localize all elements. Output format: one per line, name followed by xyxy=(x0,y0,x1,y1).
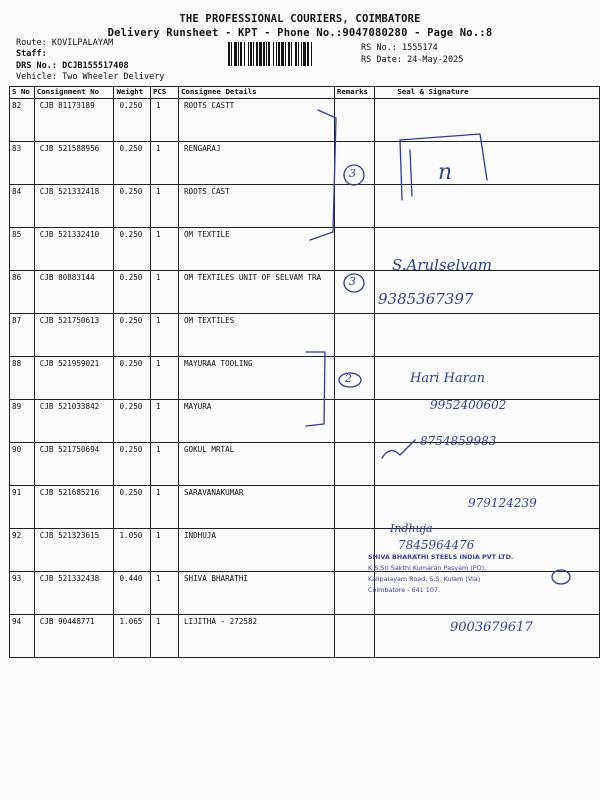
cell-weight: 0.250 xyxy=(114,486,150,529)
cell-details: LIJITHA - 272582 xyxy=(178,615,334,658)
remark-mark: 2 xyxy=(345,372,352,385)
cell-pcs: 1 xyxy=(150,99,178,142)
cell-pcs: 1 xyxy=(150,142,178,185)
cell-sno: 83 xyxy=(10,142,35,185)
signature-83-84: n xyxy=(438,160,453,185)
signature-89-phone: 9952400602 xyxy=(430,398,507,412)
cell-weight: 0.250 xyxy=(114,228,150,271)
cell-weight: 0.250 xyxy=(114,185,150,228)
remark-mark: 3 xyxy=(349,275,356,288)
staff-label: Staff: xyxy=(16,49,47,59)
col-details: Consignee Details xyxy=(178,87,334,99)
signature-tick xyxy=(382,440,415,458)
signature-92-name: Indhuja xyxy=(390,522,433,535)
cell-details: ROOTS CAST xyxy=(178,185,334,228)
cell-weight: 0.250 xyxy=(114,142,150,185)
cell-sno: 82 xyxy=(10,99,35,142)
cell-weight: 0.250 xyxy=(114,357,150,400)
seal-line-3: Kalipalayam Road, S.S. Kulam (Via) xyxy=(368,575,481,583)
col-sno: S No xyxy=(10,87,35,99)
cell-weight: 0.250 xyxy=(114,271,150,314)
col-consignment: Consignment No xyxy=(34,87,114,99)
rs-no-label: RS No.: xyxy=(361,43,397,53)
drs-value: DCJB155517408 xyxy=(62,61,129,71)
signature-90-phone: 8754859983 xyxy=(420,434,497,448)
cell-details: SARAVANAKUMAR xyxy=(178,486,334,529)
rs-date-label: RS Date: xyxy=(361,55,402,65)
cell-consignment: CJB 521033842 xyxy=(34,400,114,443)
rs-date-value: 24-May-2025 xyxy=(407,55,464,65)
cell-details: OM TEXTILES xyxy=(178,314,334,357)
runsheet-subtitle: Delivery Runsheet - KPT - Phone No.:9047080280 - Page No.:8 xyxy=(107,27,493,39)
col-remarks: Remarks xyxy=(334,87,375,99)
cell-details: RENGARAJ xyxy=(178,142,334,185)
cell-weight: 0.250 xyxy=(114,99,150,142)
cell-pcs: 1 xyxy=(150,228,178,271)
cell-consignment: CJB 521332418 xyxy=(34,185,114,228)
cell-weight: 1.050 xyxy=(114,529,150,572)
vehicle-value: Two Wheeler Delivery xyxy=(62,72,165,82)
vehicle-label: Vehicle: xyxy=(16,72,57,82)
route-value: KOVILPALAYAM xyxy=(51,38,114,48)
cell-details: GOKUL MRTAL xyxy=(178,443,334,486)
cell-sno: 84 xyxy=(10,185,35,228)
cell-details: MAYURAA TOOLING xyxy=(178,357,334,400)
cell-pcs: 1 xyxy=(150,615,178,658)
seal-line-2: K.S.Sri Sakthi Kumaran Pasyam (PO), xyxy=(368,564,487,572)
cell-details: OM TEXTILES UNIT OF SELVAM TRA xyxy=(178,271,334,314)
cell-weight: 0.250 xyxy=(114,314,150,357)
cell-consignment: CJB 90448771 xyxy=(34,615,114,658)
cell-sno: 93 xyxy=(10,572,35,615)
signature-94-phone: 9003679617 xyxy=(450,620,533,635)
signature-86-name: S.Arulselvam xyxy=(392,256,492,274)
col-weight: Weight xyxy=(114,87,150,99)
cell-sno: 85 xyxy=(10,228,35,271)
cell-pcs: 1 xyxy=(150,185,178,228)
col-pcs: PCS xyxy=(150,87,178,99)
cell-details: MAYURA xyxy=(178,400,334,443)
cell-weight: 0.250 xyxy=(114,400,150,443)
cell-sno: 87 xyxy=(10,314,35,357)
seal-line-4: Coimbatore - 641 107. xyxy=(368,586,441,594)
seal-line-1: SHIVA BHARATHI STEELS INDIA PVT LTD. xyxy=(368,553,514,561)
cell-sno: 91 xyxy=(10,486,35,529)
signature-91-phone: 979124239 xyxy=(468,496,537,510)
cell-sno: 94 xyxy=(10,615,35,658)
company-seal xyxy=(368,552,578,596)
cell-details: OM TEXTILE xyxy=(178,228,334,271)
signature-92-phone: 7845964476 xyxy=(398,538,475,552)
bracket-stroke xyxy=(310,110,336,240)
cell-pcs: 1 xyxy=(150,529,178,572)
cell-details: SHIVA BHARATHI xyxy=(178,572,334,615)
cell-pcs: 1 xyxy=(150,400,178,443)
bracket-stroke xyxy=(306,352,325,426)
company-title: THE PROFESSIONAL COURIERS, COIMBATORE xyxy=(179,13,421,25)
route-label: Route: xyxy=(16,38,47,48)
cell-consignment: CJB 521750694 xyxy=(34,443,114,486)
cell-consignment: CJB 521323615 xyxy=(34,529,114,572)
cell-pcs: 1 xyxy=(150,572,178,615)
cell-weight: 0.440 xyxy=(114,572,150,615)
cell-details: ROOTS CASTT xyxy=(178,99,334,142)
signature-88-89-name: Hari Haran xyxy=(410,371,486,386)
cell-sno: 86 xyxy=(10,271,35,314)
cell-pcs: 1 xyxy=(150,443,178,486)
rs-no-value: 1555174 xyxy=(401,43,438,53)
cell-pcs: 1 xyxy=(150,357,178,400)
cell-sno: 92 xyxy=(10,529,35,572)
cell-consignment: CJB 81173189 xyxy=(34,99,114,142)
cell-consignment: CJB 521750613 xyxy=(34,314,114,357)
cell-sno: 90 xyxy=(10,443,35,486)
signature-86-phone: 9385367397 xyxy=(378,290,474,308)
cell-consignment: CJB 521588956 xyxy=(34,142,114,185)
cell-consignment: CJB 521332410 xyxy=(34,228,114,271)
remark-mark: 3 xyxy=(349,167,356,180)
col-signature: Seal & Signature xyxy=(375,87,600,99)
cell-weight: 1.065 xyxy=(114,615,150,658)
cell-sno: 89 xyxy=(10,400,35,443)
cell-details: INDHUJA xyxy=(178,529,334,572)
cell-weight: 0.250 xyxy=(114,443,150,486)
cell-pcs: 1 xyxy=(150,271,178,314)
cell-pcs: 1 xyxy=(150,486,178,529)
cell-pcs: 1 xyxy=(150,314,178,357)
drs-label: DRS No.: xyxy=(16,61,57,71)
cell-consignment: CJB 521332438 xyxy=(34,572,114,615)
cell-consignment: CJB 80883144 xyxy=(34,271,114,314)
cell-consignment: CJB 521685216 xyxy=(34,486,114,529)
cell-consignment: CJB 521959021 xyxy=(34,357,114,400)
cell-sno: 88 xyxy=(10,357,35,400)
